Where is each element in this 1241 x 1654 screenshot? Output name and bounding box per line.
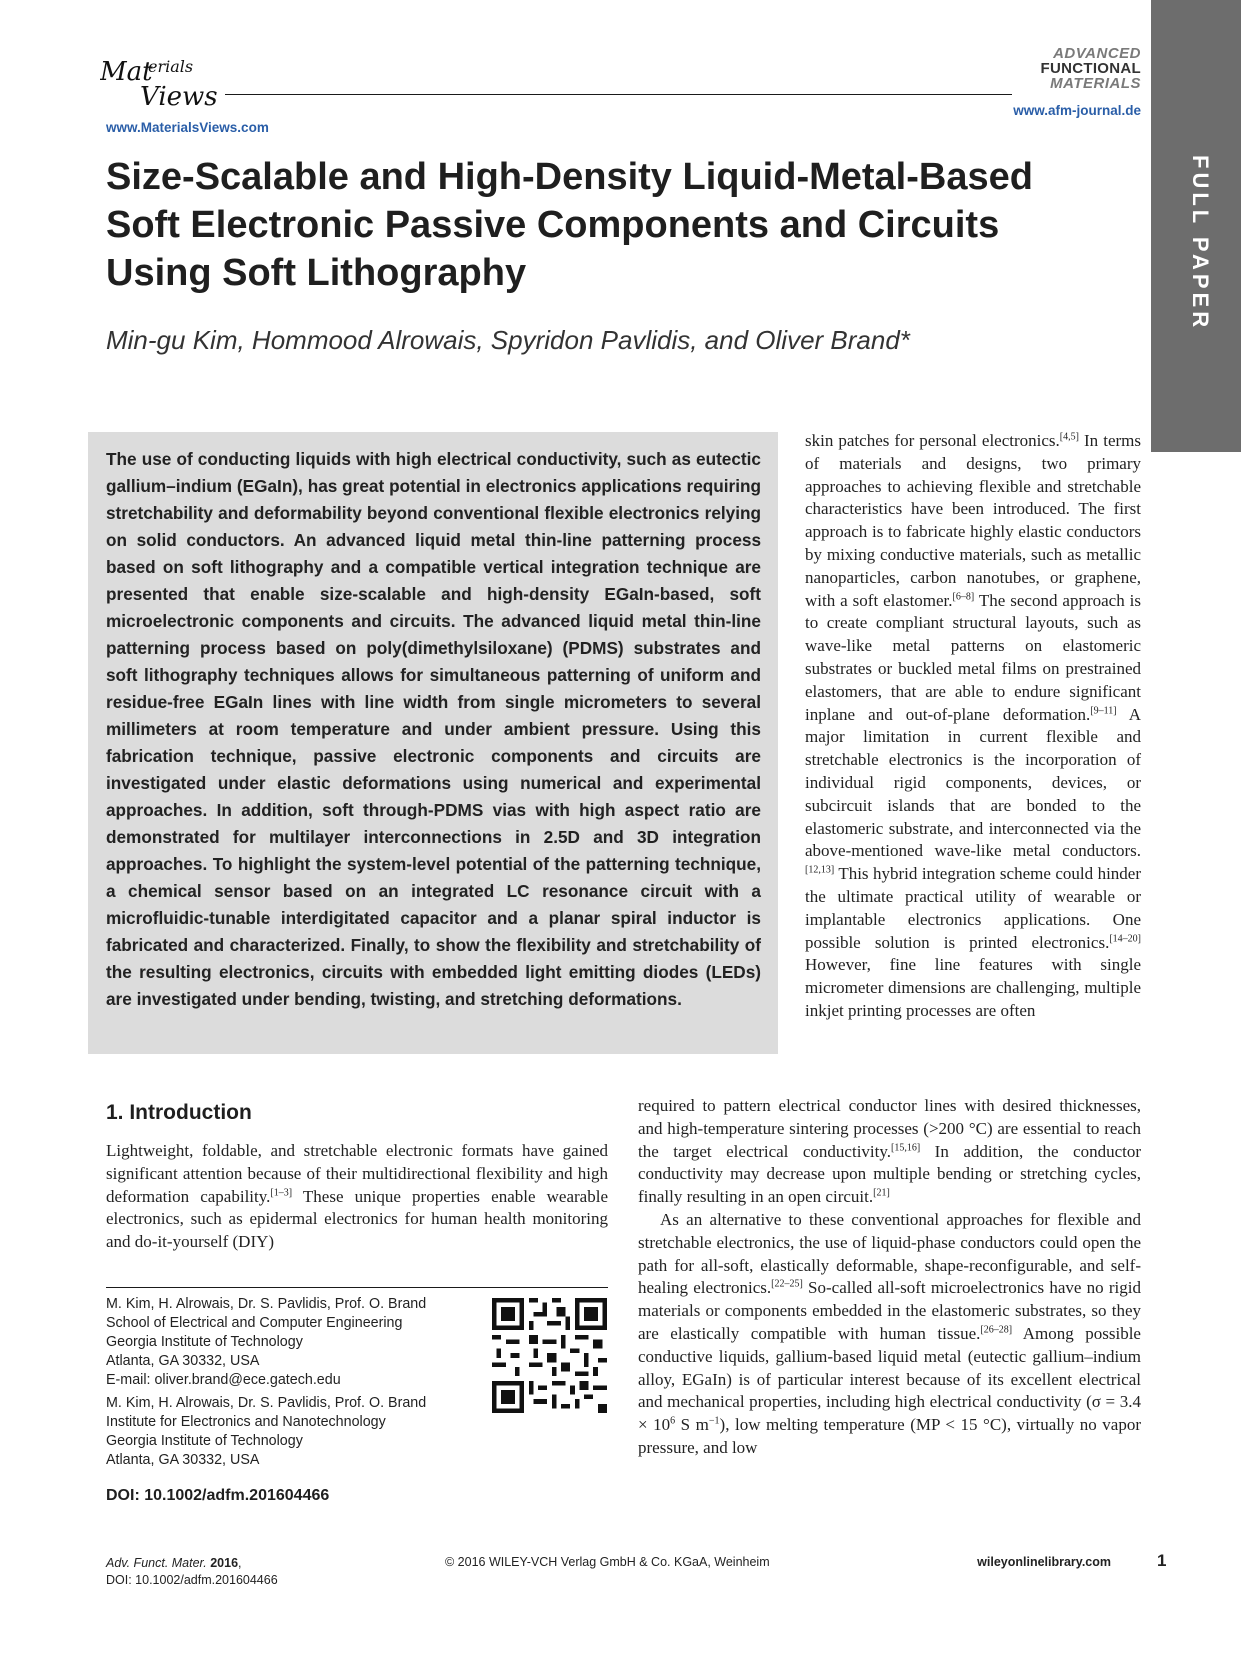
body-column-right-upper [805,430,1141,1023]
introduction-text [106,1140,608,1254]
body-text: Lightweight, foldable, and stretchable electronic formats have gained significant attention because of their multidirectional flexibility and high deformation capability. [106,1141,608,1206]
affiliation-address: Atlanta, GA 30332, USA [106,1353,260,1369]
citation-ref[interactable]: [22–25] [771,1278,803,1290]
exponent: −1 [708,1415,720,1427]
footer-doi: DOI: 10.1002/adfm.201604466 [106,1573,278,1587]
body-text: However, fine line features with single micrometer dimensions are challenging, multiple inkjet printing processes are often [805,955,1141,1020]
svg-text:erials: erials [148,57,194,76]
affiliation-block-1 [106,1295,466,1390]
body-text: The second approach is to create compliant structural layouts, such as wave-like metal patterns on elastomeric substrates or buckled metal films on prestrained elastomers, that are able to endure significant inplane and out-of-plane deformation. [805,590,1141,724]
citation-ref[interactable]: [26–28] [980,1324,1013,1336]
author-list: Min-gu Kim, Hommood Alrowais, Spyridon Pavlidis, and Oliver Brand* [106,325,910,355]
paragraph [638,1095,1141,1209]
body-column-right-lower [638,1095,1141,1460]
citation-ref[interactable]: [4,5] [1059,431,1079,443]
affiliation-school: Institute for Electronics and Nanotechnology [106,1414,386,1430]
body-text: required to pattern electrical conductor lines with desired thicknesses, and high-temperature sintering processes (>200 °C) are essential to reach the target electrical conductivity. [638,1096,1141,1161]
footer-copyright: © 2016 WILEY-VCH Verlag GmbH & Co. KGaA, Weinheim [445,1555,770,1569]
svg-text:Views: Views [140,82,218,112]
header-rule [225,94,1012,95]
side-tab-label: FULL PAPER [1188,155,1213,332]
citation-ref[interactable]: [15,16] [891,1141,921,1153]
exponent: 6 [670,1415,676,1427]
affiliations [106,1295,466,1474]
paper-title: Size-Scalable and High-Density Liquid-Metal-Based Soft Electronic Passive Components and Circuits Using Soft Lithography [106,156,1033,294]
page-number: 1 [1157,1551,1167,1570]
afm-logo-line1: ADVANCED [1053,45,1141,62]
citation-ref[interactable]: [9–11] [1090,704,1117,716]
article-doi[interactable]: DOI: 10.1002/adfm.201604466 [106,1487,330,1504]
body-text: ), low melting temperature (MP < 15 °C), virtually no vapor pressure, and low [638,1415,1141,1457]
body-text: skin patches for personal electronics. [805,431,1060,450]
body-text: These unique properties enable wearable electronics, such as epidermal electronics for human health monitoring and do-it-yourself (DIY) [106,1186,608,1252]
body-text: In addition, the conductor conductivity may decrease upon multiple bending or stretching cycles, finally resulting in an open circuit. [638,1141,1142,1207]
body-text: So-called all-soft microelectronics have no rigid materials or components embedded in the elastomeric substrates, so they are elastically compatible with human tissue. [638,1278,1141,1343]
afm-logo-line2: FUNCTIONAL [1040,60,1141,77]
affiliation-institute: Georgia Institute of Technology [106,1334,303,1350]
affiliation-institute: Georgia Institute of Technology [106,1433,303,1449]
section-heading-introduction: 1. Introduction [106,1101,252,1124]
footer-journal-line [106,1555,278,1572]
footer-year-suffix: , [238,1556,242,1570]
afm-journal-url[interactable]: www.afm-journal.de [1013,103,1141,118]
paragraph [638,1209,1141,1460]
abstract-text: The use of conducting liquids with high electrical conductivity, such as eutectic gallium–indium (EGaIn), has great potential in electronics applications requiring stretchability and deformability beyond conventional flexible electronics relying on solid conductors. An advanced liquid metal thin-line patterning process based on soft lithography and a compatible vertical integration technique are presented that enable size-scalable and high-density EGaIn-based, soft microelectronic components and circuits. The advanced liquid metal thin-line patterning process based on poly(dimethylsiloxane) (PDMS) substrates and soft lithography techniques allows for simultaneous patterning of uniform and residue-free EGaIn lines with line width from single micrometers to several millimeters at room temperature and under ambient pressure. Using this fabrication technique, passive electronic components and circuits are investigated under elastic deformations using numerical and experimental approaches. In addition, soft through-PDMS vias with high aspect ratio are demonstrated for multilayer interconnections in 2.5D and 3D integration approaches. To highlight the system-level potential of the patterning technique, a chemical sensor based on an integrated LC resonance circuit with a microfluidic-tunable interdigitated capacitor and a planar spiral inductor is fabricated and characterized. Finally, to show the flexibility and stretchability of the resulting electronics, circuits with embedded light emitting diodes (LEDs) are investigated under bending, twisting, and stretching deformations. [106,449,761,1009]
body-text: As an alternative to these conventional approaches for flexible and stretchable electronics, the use of liquid-phase conductors could open the path for all-soft, elastically deformable, shape-reconfigurable, and self-healing electronics. [638,1209,1141,1298]
affiliation-rule [106,1287,608,1288]
citation-ref[interactable]: [1–3] [270,1186,293,1198]
citation-ref[interactable]: [12,13] [805,864,835,876]
affiliation-email[interactable]: E-mail: oliver.brand@ece.gatech.edu [106,1372,341,1388]
citation-ref[interactable]: [14–20] [1109,932,1141,944]
body-text: Among possible conductive liquids, gallium-based liquid metal (eutectic gallium–indium alloy, EGaIn) is of particular interest because of its excellent electrical and mechanical properties, including high electrical conductivity (σ = 3.4 × 10 [638,1323,1141,1435]
body-text: This hybrid integration scheme could hinder the ultimate practical utility of wearable or implantable electronics applications. One possible solution is printed electronics. [805,864,1141,952]
affiliation-names: M. Kim, H. Alrowais, Dr. S. Pavlidis, Prof. O. Brand [106,1296,427,1312]
materialsviews-logo [100,50,260,112]
affiliation-names: M. Kim, H. Alrowais, Dr. S. Pavlidis, Prof. O. Brand [106,1395,427,1411]
affiliation-school: School of Electrical and Computer Engineering [106,1315,403,1331]
affiliation-block-2 [106,1394,466,1470]
affiliation-address: Atlanta, GA 30332, USA [106,1452,260,1468]
full-paper-side-tab [1151,0,1241,452]
footer-site-link[interactable]: wileyonlinelibrary.com [977,1555,1111,1569]
svg-text:Mat: Mat [100,57,153,87]
citation-ref[interactable]: [6–8] [952,590,975,602]
afm-journal-logo [1041,46,1142,91]
body-text: S m [675,1415,709,1435]
body-text: A major limitation in current flexible and stretchable electronics is the incorporation of individual rigid components, devices, or subcircuit islands that are bonded to the elastomeric substrate, and interconnected via the above-mentioned wave-like metal conductors. [805,704,1142,861]
footer-year: 2016 [210,1556,239,1570]
afm-logo-line3: MATERIALS [1050,75,1141,92]
materialsviews-url[interactable]: www.MaterialsViews.com [106,120,269,135]
footer-journal: Adv. Funct. Mater. [106,1556,207,1570]
body-text: In terms of materials and designs, two primary approaches to achieving flexible and stretchable characteristics have been introduced. The first approach is to fabricate highly elastic conductors by mixing conductive materials, such as metallic nanoparticles, carbon nanotubes, or graphene, with a soft elastomer. [805,431,1141,610]
citation-ref[interactable]: [21] [873,1187,890,1199]
qr-code-icon[interactable] [492,1298,607,1413]
footer-citation [106,1555,278,1589]
